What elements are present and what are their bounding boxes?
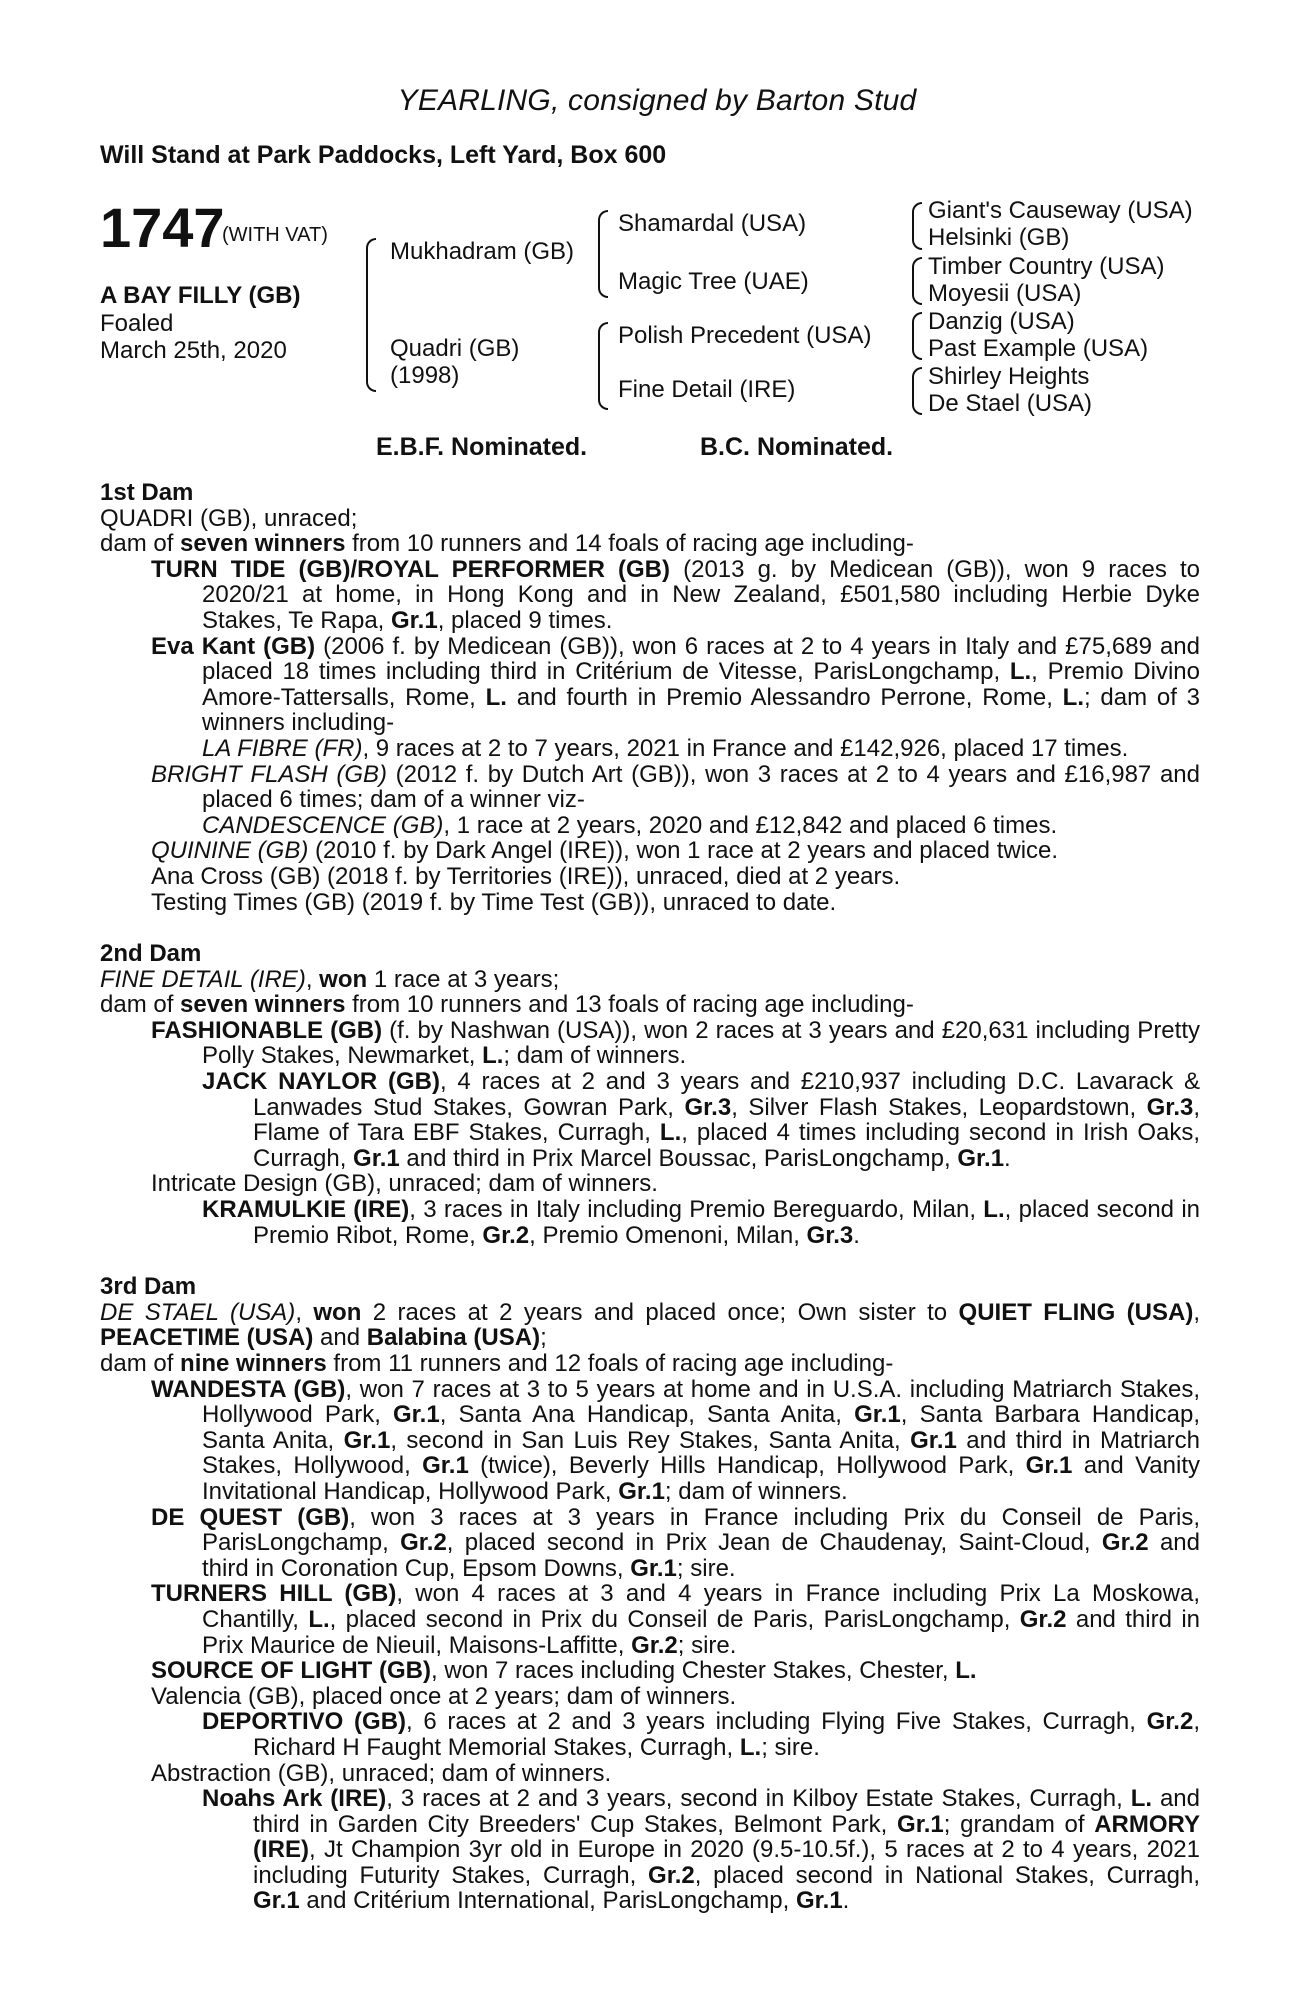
- third-dam-section: [100, 1274, 1200, 1914]
- pedigree-sire-sire: Shamardal (USA): [618, 210, 807, 237]
- foaled-date: March 25th, 2020: [100, 337, 287, 364]
- ebf-nomination: E.B.F. Nominated.: [376, 433, 588, 461]
- second-dam-line: FINE DETAIL (IRE), won 1 race at 3 years;: [100, 965, 560, 993]
- progeny-entry: TURNERS HILL (GB), won 4 races at 3 and 4 years in France including Prix La Moskowa, Chantilly, L., placed second in Prix du Conseil de Paris, ParisLongchamp, Gr.2 and third in Prix Maurice de Nieuil, Maisons-Laffitte, Gr.2; sire.: [151, 1580, 1201, 1659]
- foaled-info: [100, 310, 287, 364]
- progeny-entry: Eva Kant (GB) (2006 f. by Medicean (GB)), won 6 races at 2 to 4 years in Italy and £75,689 and placed 18 times including third in Critérium de Vitesse, ParisLongchamp, L., Premio Divino Amore-Tattersalls, Rome, L. and fourth in Premio Alessandro Perrone, Rome, L.; dam of 3 winners including-: [151, 632, 1201, 737]
- pedigree-dam: Quadri (GB): [390, 335, 520, 362]
- progeny-subentry: CANDESCENCE (GB), 1 race at 2 years, 2020 and £12,842 and placed 6 times.: [202, 811, 1058, 839]
- pedigree-dam-year: (1998): [390, 362, 460, 389]
- progeny-entry: QUININE (GB) (2010 f. by Dark Angel (IRE)), won 1 race at 2 years and placed twice.: [151, 837, 1059, 865]
- bc-nomination: B.C. Nominated.: [700, 433, 894, 461]
- progeny-subentry: DEPORTIVO (GB), 6 races at 2 and 3 years including Flying Five Stakes, Curragh, Gr.2, Richard H Faught Memorial Stakes, Curragh, L.; sire.: [202, 1708, 1200, 1761]
- pedigree-bracket-g3-4: [912, 367, 922, 415]
- first-dam-line: QUADRI (GB), unraced;: [100, 504, 358, 532]
- pedigree-bracket-dam-line: [598, 322, 608, 410]
- progeny-subentry: LA FIBRE (FR), 9 races at 2 to 7 years, 2021 in France and £142,926, placed 17 times.: [202, 734, 1129, 762]
- pedigree-sss: Giant's Causeway (USA): [928, 197, 1193, 224]
- second-dam-section: [100, 941, 1200, 1248]
- lot-number: 1747: [100, 196, 225, 259]
- progeny-entry: DE QUEST (GB), won 3 races at 3 years in France including Prix du Conseil de Paris, ParisLongchamp, Gr.2, placed second in Prix Jean de Chaudenay, Saint-Cloud, Gr.2 and third in Coronation Cup, Epsom Downs, Gr.1; sire.: [151, 1503, 1200, 1582]
- pedigree-dds: Shirley Heights: [928, 363, 1090, 390]
- third-dam-line: DE STAEL (USA), won 2 races at 2 years and placed once; Own sister to QUIET FLING (USA), PEACETIME (USA) and Balabina (USA);: [100, 1298, 1200, 1352]
- pedigree-dam-dam: Fine Detail (IRE): [618, 376, 796, 403]
- pedigree-bracket-g3-2: [912, 257, 922, 305]
- progeny-entry: TURN TIDE (GB)/ROYAL PERFORMER (GB) (2013 g. by Medicean (GB)), won 9 races to 2020/21 at home, in Hong Kong and in New Zealand, £501,580 including Herbie Dyke Stakes, Te Rapa, Gr.1, placed 9 times.: [151, 555, 1200, 634]
- third-dam-summary: dam of nine winners from 11 runners and 12 foals of racing age including-: [100, 1350, 894, 1377]
- progeny-entry: WANDESTA (GB), won 7 races at 3 to 5 years at home and in U.S.A. including Matriarch Stakes, Hollywood Park, Gr.1, Santa Ana Handicap, Santa Anita, Gr.1, Santa Barbara Handicap, Santa Anita, Gr.1, second in San Luis Rey Stakes, Santa Anita, Gr.1 and third in Matriarch Stakes, Hollywood, Gr.1 (twice), Beverly Hills Handicap, Hollywood Park, Gr.1 and Vanity Invitational Handicap, Hollywood Park, Gr.1; dam of winners.: [151, 1375, 1201, 1505]
- foaled-label: Foaled: [100, 310, 174, 337]
- progeny-subentry: Noahs Ark (IRE), 3 races at 2 and 3 years, second in Kilboy Estate Stakes, Curragh, L. and third in Garden City Breeders' Cup Stakes, Belmont Park, Gr.1; grandam of ARMORY (IRE), Jt Champion 3yr old in Europe in 2020 (9.5-10.5f.), 5 races at 2 to 4 years, 2021 including Futurity Stakes, Curragh, Gr.2, placed second in National Stakes, Curragh, Gr.1 and Critérium International, ParisLongchamp, Gr.1.: [202, 1785, 1200, 1915]
- pedigree-bracket-gen1: [366, 238, 376, 392]
- pedigree-sds: Timber Country (USA): [928, 253, 1165, 280]
- catalogue-title: YEARLING, consigned by Barton Stud: [397, 84, 917, 117]
- pedigree-ssd: Helsinki (GB): [928, 224, 1070, 251]
- pedigree-sdd: Moyesii (USA): [928, 280, 1082, 307]
- progeny-entry: Ana Cross (GB) (2018 f. by Territories (IRE)), unraced, died at 2 years.: [151, 862, 901, 890]
- progeny-entry: BRIGHT FLASH (GB) (2012 f. by Dutch Art (GB)), won 3 races at 2 to 4 years and £16,987 and placed 6 times; dam of a winner viz-: [151, 760, 1200, 814]
- pedigree-bracket-sire-line: [598, 210, 608, 298]
- pedigree-ddd: De Stael (USA): [928, 390, 1093, 417]
- pedigree-dsd: Past Example (USA): [928, 335, 1149, 362]
- first-dam-summary: dam of seven winners from 10 runners and 14 foals of racing age including-: [100, 530, 914, 558]
- third-dam-heading: 3rd Dam: [100, 1273, 197, 1301]
- first-dam-heading: 1st Dam: [100, 479, 194, 506]
- stand-location: Will Stand at Park Paddocks, Left Yard, Box 600: [100, 141, 667, 169]
- progeny-entry: Testing Times (GB) (2019 f. by Time Test (GB)), unraced to date.: [151, 888, 837, 916]
- pedigree-dam-sire: Polish Precedent (USA): [618, 322, 872, 349]
- pedigree-sire: Mukhadram (GB): [390, 238, 575, 265]
- pedigree-dss: Danzig (USA): [928, 308, 1075, 335]
- pedigree-bracket-g3-1: [912, 202, 922, 250]
- progeny-subentry: KRAMULKIE (IRE), 3 races in Italy including Premio Bereguardo, Milan, L., placed second in Premio Ribot, Rome, Gr.2, Premio Omenoni, Milan, Gr.3.: [202, 1196, 1200, 1249]
- first-dam-section: [100, 480, 1200, 915]
- progeny-entry: Abstraction (GB), unraced; dam of winners.: [151, 1759, 612, 1787]
- vat-note: (WITH VAT): [222, 224, 328, 246]
- horse-name: A BAY FILLY (GB): [100, 282, 301, 309]
- pedigree-sire-dam: Magic Tree (UAE): [618, 268, 809, 295]
- progeny-subentry: JACK NAYLOR (GB), 4 races at 2 and 3 years and £210,937 including D.C. Lavarack & Lanwades Stud Stakes, Gowran Park, Gr.3, Silver Flash Stakes, Leopardstown, Gr.3, Flame of Tara EBF Stakes, Curragh, L., placed 4 times including second in Irish Oaks, Curragh, Gr.1 and third in Prix Marcel Boussac, ParisLongchamp, Gr.1.: [202, 1068, 1201, 1172]
- progeny-entry: FASHIONABLE (GB) (f. by Nashwan (USA)), won 2 races at 3 years and £20,631 including Pretty Polly Stakes, Newmarket, L.; dam of winners.: [151, 1016, 1200, 1070]
- second-dam-heading: 2nd Dam: [100, 940, 202, 968]
- progeny-entry: Intricate Design (GB), unraced; dam of winners.: [151, 1170, 658, 1198]
- progeny-entry: SOURCE OF LIGHT (GB), won 7 races including Chester Stakes, Chester, L.: [151, 1657, 977, 1685]
- catalogue-body: [100, 480, 1200, 1914]
- second-dam-summary: dam of seven winners from 10 runners and 13 foals of racing age including-: [100, 991, 914, 1019]
- pedigree-bracket-g3-3: [912, 312, 922, 360]
- progeny-entry: Valencia (GB), placed once at 2 years; dam of winners.: [151, 1682, 737, 1710]
